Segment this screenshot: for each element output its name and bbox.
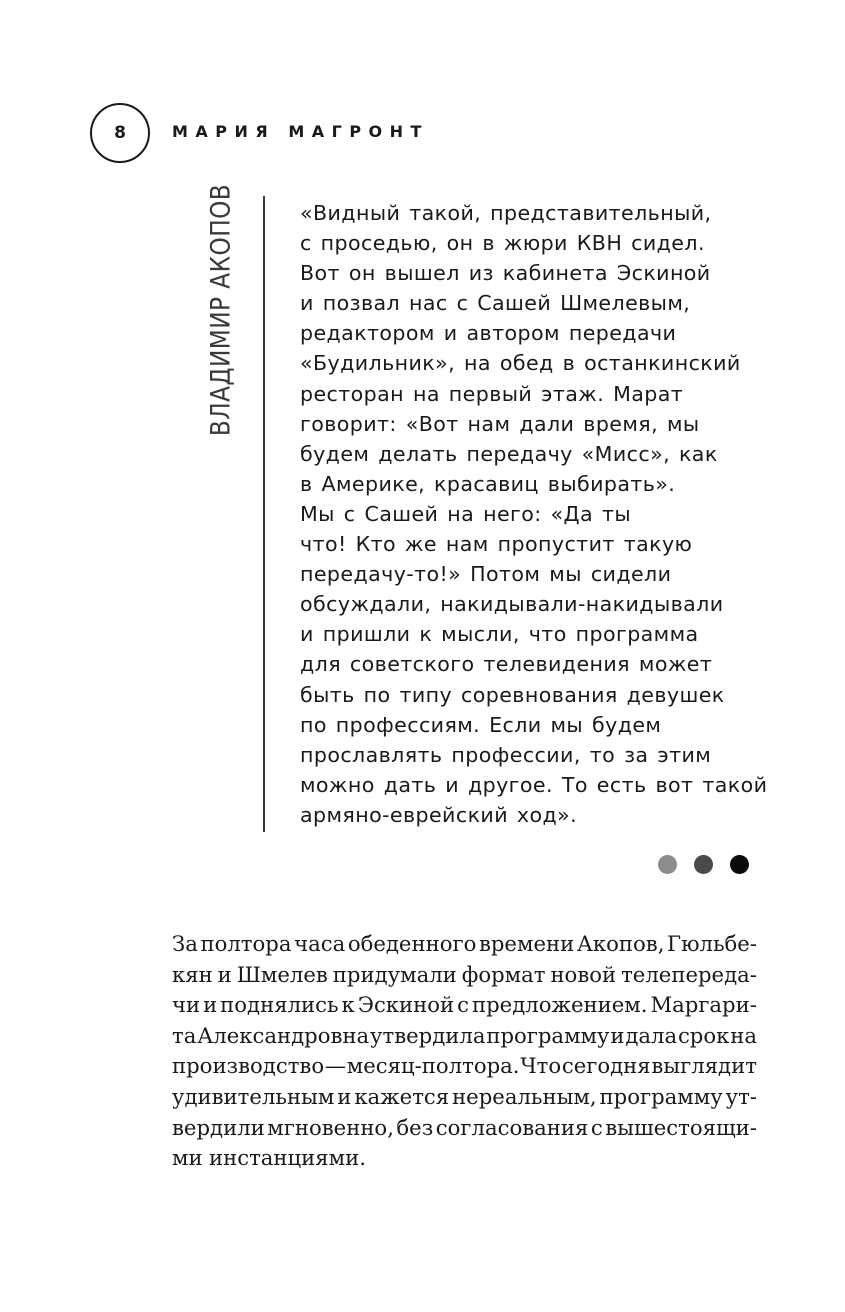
body-word: и — [337, 1083, 352, 1109]
quote-line: передачу-то!» Потом мы сидели — [300, 562, 672, 587]
quote-line: обсуждали, накидывали-накидывали — [300, 592, 724, 617]
body-word: без — [396, 1114, 434, 1140]
body-word: с — [590, 1114, 603, 1140]
body-word: удивительным — [172, 1083, 335, 1109]
body-line — [172, 1143, 757, 1174]
body-word: с — [457, 992, 470, 1018]
quote-line: можно дать и другое. То есть вот такой — [300, 772, 768, 797]
quote-line: прославлять профессии, то за этим — [300, 742, 712, 767]
body-word: кажется — [354, 1083, 450, 1109]
quote-line: будем делать передачу «Мисс», как — [300, 441, 718, 466]
body-word: часа — [294, 931, 346, 956]
body-word: к — [341, 992, 355, 1018]
body-word: придумали — [332, 961, 457, 987]
body-word: срок — [677, 1022, 730, 1048]
body-word: и — [610, 1022, 625, 1048]
quote-line: с проседью, он в жюри КВН сидел. — [300, 231, 705, 256]
body-word: та — [172, 1022, 197, 1048]
quote-block — [300, 198, 768, 830]
separator-dot-1 — [658, 855, 677, 874]
page-number — [90, 103, 150, 163]
body-word: согласования — [435, 1114, 589, 1140]
quote-line: для советского телевидения может — [300, 652, 713, 677]
quote-line: «Видный такой, представительный, — [300, 201, 712, 225]
quote-divider — [263, 196, 265, 832]
body-word: инстанциями. — [208, 1145, 367, 1171]
body-word: и — [203, 992, 218, 1018]
body-word: чи — [172, 992, 201, 1018]
body-word: месяц-полтора. — [346, 1053, 520, 1079]
body-line — [172, 1113, 757, 1144]
body-word: Гюльбе- — [667, 931, 757, 956]
body-word: времени — [478, 931, 575, 956]
body-word: программу — [599, 1083, 723, 1109]
body-line — [172, 990, 757, 1021]
separator-dot-3 — [730, 855, 749, 874]
body-paragraph — [172, 929, 757, 1174]
body-word: поднялись — [220, 992, 339, 1018]
quote-line: редактором и автором передачи — [300, 321, 677, 346]
body-word: обеденного — [347, 931, 477, 956]
separator-dot-2 — [694, 855, 713, 874]
body-word: Акопов, — [576, 931, 665, 956]
quote-line: армяно-еврейский ход». — [300, 802, 578, 827]
quote-line: Вот он вышел из кабинета Эскиной — [300, 261, 711, 286]
body-word: полтора — [200, 931, 292, 956]
quote-line: быть по типу соревнования девушек — [300, 682, 725, 707]
quote-line: говорит: «Вот нам дали время, мы — [300, 411, 700, 436]
body-word: мгновенно, — [267, 1114, 394, 1140]
body-word: ми — [172, 1145, 203, 1171]
quote-line: Мы с Сашей на него: «Да ты — [300, 501, 632, 526]
quote-line: и пришли к мысли, что программа — [300, 622, 699, 647]
body-word: сегодня — [561, 1053, 651, 1079]
body-word: кян — [172, 961, 213, 987]
body-word: программу — [486, 1022, 610, 1048]
body-word: выглядит — [651, 1053, 757, 1079]
body-word: Александровна — [197, 1022, 370, 1048]
body-line — [172, 1021, 757, 1052]
body-word: Эскиной — [357, 992, 455, 1018]
body-word: утвердила — [370, 1022, 486, 1048]
body-word: За — [172, 931, 198, 956]
body-word: предложением. — [471, 992, 648, 1018]
body-word: новой — [550, 961, 617, 987]
body-line — [172, 1051, 757, 1082]
body-word: вышестоящи- — [605, 1114, 757, 1140]
body-word: Что — [520, 1053, 562, 1079]
body-word: нереальным, — [452, 1083, 597, 1109]
page-number-label: 8 — [114, 123, 126, 143]
quote-line: по профессиям. Если мы будем — [300, 712, 662, 737]
quote-line: в Америке, красавиц выбирать». — [300, 471, 676, 496]
body-word: на — [730, 1022, 757, 1048]
quote-line: ресторан на первый этаж. Марат — [300, 381, 684, 406]
speaker-name-label: ВЛАДИМИР АКОПОВ — [205, 183, 237, 437]
body-line — [172, 1082, 757, 1113]
body-word: дала — [625, 1022, 678, 1048]
body-word: производство — [172, 1053, 325, 1079]
quote-line: что! Кто же нам пропустит такую — [300, 532, 693, 557]
body-word: ут- — [725, 1083, 757, 1109]
section-separator-dots — [658, 855, 749, 874]
speaker-name — [206, 163, 237, 456]
body-word: Шмелев — [236, 961, 328, 987]
running-head-author: МАРИЯ МАГРОНТ — [172, 122, 429, 141]
body-word: и — [217, 961, 232, 987]
body-word: телепереда- — [621, 961, 757, 987]
body-line — [172, 960, 757, 991]
body-word: формат — [461, 961, 546, 987]
body-word: — — [324, 1053, 347, 1079]
quote-line: и позвал нас с Сашей Шмелевым, — [300, 291, 691, 316]
quote-line: «Будильник», на обед в останкинский — [300, 351, 741, 376]
body-word: вердили — [172, 1114, 265, 1140]
body-word: Маргари- — [650, 992, 757, 1018]
body-line — [172, 929, 757, 960]
